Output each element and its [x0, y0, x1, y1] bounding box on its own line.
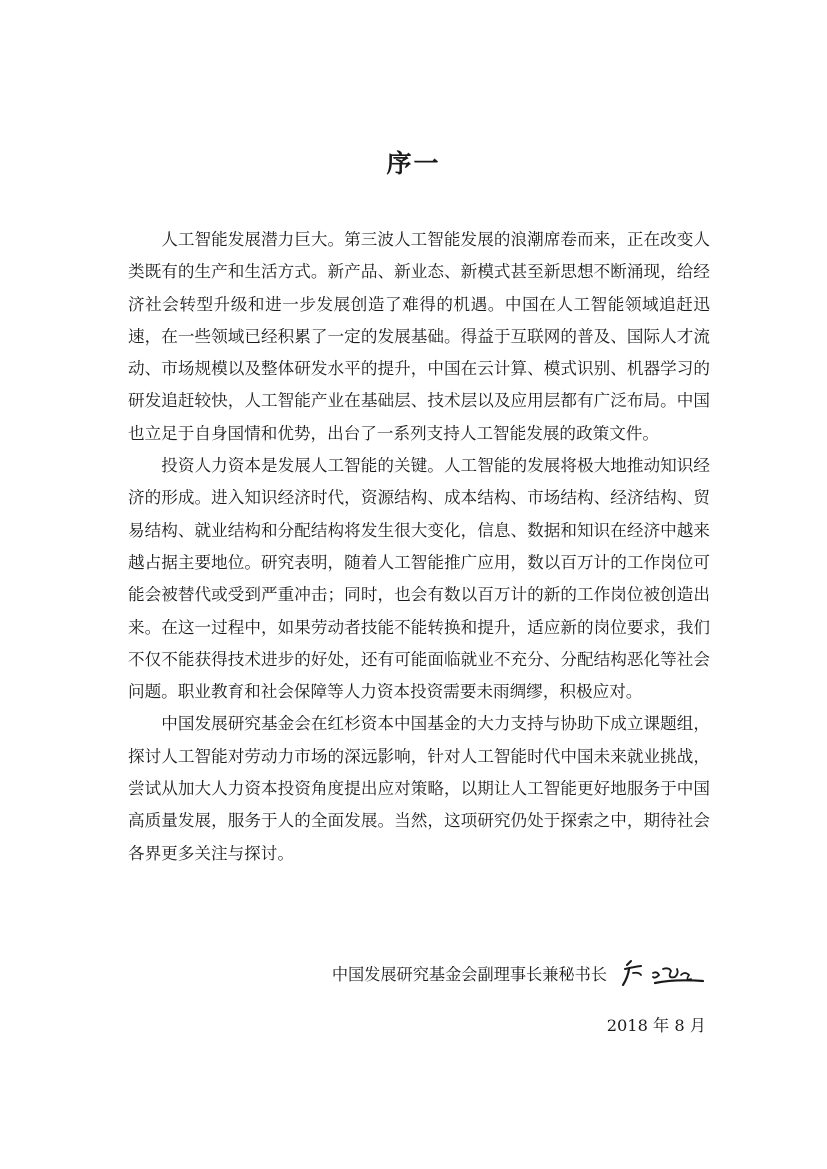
- page-title: 序一: [386, 149, 441, 178]
- paragraph-2: 投资人力资本是发展人工智能的关键。人工智能的发展将极大地推动知识经济的形成。进入知识经济时代，资源结构、成本结构、市场结构、经济结构、贸易结构、就业结构和分配结构将发生很大变化，信息、数据和知识在经济中越来越占据主要地位。研究表明，随着人工智能推广应用，数以百万计的工作岗位可能会被替代或受到严重冲击；同时，也会有数以百万计的新的工作岗位被创造出来。在这一过程中，如果劳动者技能不能转换和提升，适应新的岗位要求，我们不仅不能获得技术进步的好处，还有可能面临就业不充分、分配结构恶化等社会问题。职业教育和社会保障等人力资本投资需要未雨绸缪，积极应对。: [128, 456, 710, 702]
- signature-line: [332, 955, 709, 995]
- date: 2018 年 8 月: [606, 1016, 706, 1035]
- paragraph-3: 中国发展研究基金会在红杉资本中国基金的大力支持与协助下成立课题组，探讨人工智能对劳动力市场的深远影响，针对人工智能时代中国未来就业挑战，尝试从加大人力资本投资角度提出应对策略，以期让人工智能更好地服务于中国高质量发展，服务于人的全面发展。当然，这项研究仍处于探索之中，期待社会各界更多关注与探讨。: [128, 714, 710, 863]
- handwritten-signature-icon: [619, 955, 709, 995]
- preface-body: [128, 224, 710, 870]
- paragraph-1: 人工智能发展潜力巨大。第三波人工智能发展的浪潮席卷而来，正在改变人类既有的生产和生活方式。新产品、新业态、新模式甚至新思想不断涌现，给经济社会转型升级和进一步发展创造了难得的机遇。中国在人工智能领域追赶迅速，在一些领域已经积累了一定的发展基础。得益于互联网的普及、国际人才流动、市场规模以及整体研发水平的提升，中国在云计算、模式识别、机器学习的研发追赶较快，人工智能产业在基础层、技术层以及应用层都有广泛布局。中国也立足于自身国情和优势，出台了一系列支持人工智能发展的政策文件。: [128, 230, 710, 443]
- signer-affiliation: 中国发展研究基金会副理事长兼秘书长: [331, 965, 607, 984]
